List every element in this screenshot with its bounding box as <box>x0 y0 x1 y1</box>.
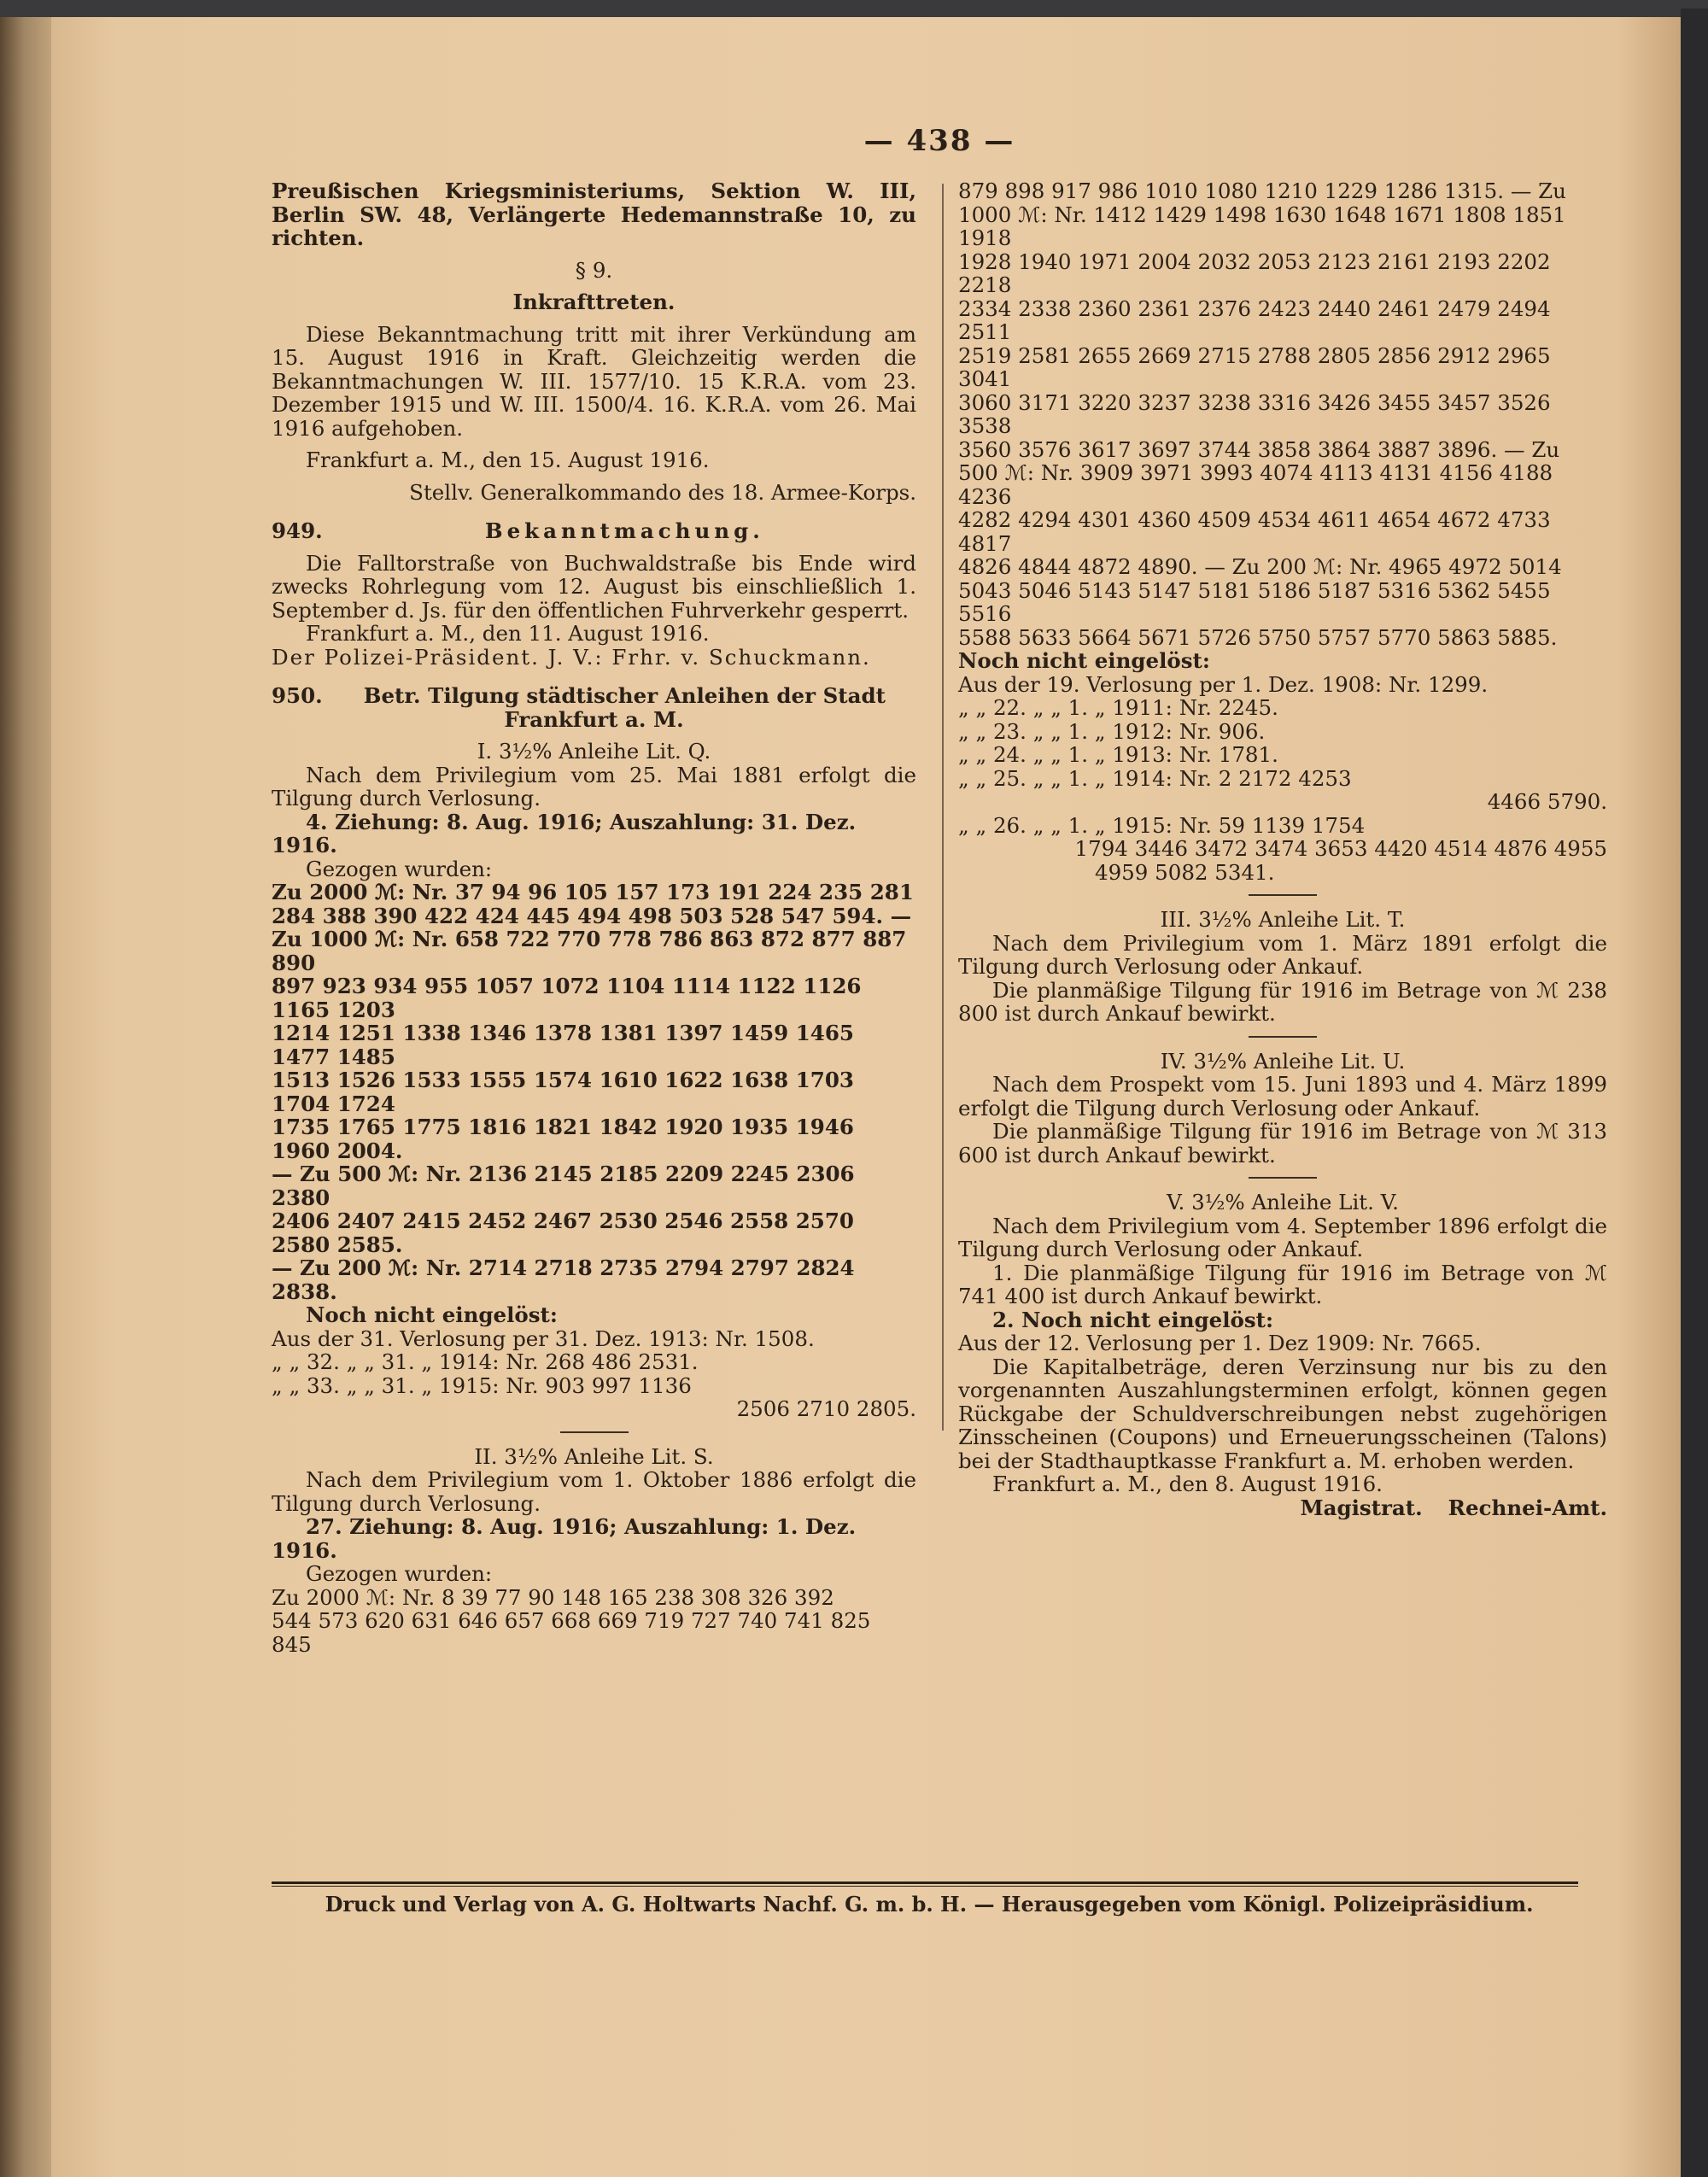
signature-rechnei-amt: Rechnei-Amt. <box>1448 1495 1607 1520</box>
section-i-number-line: Zu 1000 ℳ: Nr. 658 722 770 778 786 863 872 877 887 890 <box>272 927 907 975</box>
footer-imprint: Druck und Verlag von A. G. Holtwarts Nachf. G. m. b. H. — Herausgegeben vom Königl. Polizeipräsidium. <box>325 1892 1534 1917</box>
section-i-drawn-label: Gezogen wurden: <box>306 856 493 881</box>
signature-magistrat: Magistrat. <box>1300 1495 1423 1520</box>
notice-949-header <box>272 519 916 543</box>
closing-place-date: Frankfurt a. M., den 8. August 1916. <box>992 1472 1383 1496</box>
section-ii-text: Nach dem Privilegium vom 1. Oktober 1886 erfolgt die Tilgung durch Verlosung. <box>272 1467 916 1516</box>
section-ii-cont-line: 2334 2338 2360 2361 2376 2423 2440 2461 2479 2494 2511 <box>958 296 1551 344</box>
section-i-number-line: 1735 1765 1775 1816 1821 1842 1920 1935 1946 1960 2004. <box>272 1115 854 1163</box>
section-iv-text-2: Die planmäßige Tilgung für 1916 im Betrage von ℳ 313 600 ist durch Ankauf bewirkt. <box>958 1119 1607 1168</box>
footer-rule <box>272 1881 1578 1884</box>
section-iii-text-2: Die planmäßige Tilgung für 1916 im Betrage von ℳ 238 800 ist durch Ankauf bewirkt. <box>958 977 1607 1026</box>
section-ii-cont-line: 3060 3171 3220 3237 3238 3316 3426 3455 3457 3526 3538 <box>958 389 1551 438</box>
section-iv-title: IV. 3½% Anleihe Lit. U. <box>1160 1048 1406 1074</box>
section-ii-unredeemed-label: Noch nicht eingelöst: <box>958 648 1210 673</box>
section-i-number-line: 1513 1526 1533 1555 1574 1610 1622 1638 1703 1704 1724 <box>272 1068 854 1116</box>
section-ii-draw: 27. Ziehung: 8. Aug. 1916; Auszahlung: 1. Dez. 1916. <box>272 1514 857 1563</box>
section-9-place-date: Frankfurt a. M., den 15. August 1916. <box>306 448 710 472</box>
section-rule <box>1249 1036 1317 1038</box>
section-i-number-line: 1214 1251 1338 1346 1378 1381 1397 1459 1465 1477 1485 <box>272 1021 854 1069</box>
section-iii-title: III. 3½% Anleihe Lit. T. <box>1160 907 1406 932</box>
section-i-number-line: — Zu 500 ℳ: Nr. 2136 2145 2185 2209 2245 2306 2380 <box>272 1162 855 1210</box>
left-column <box>272 179 916 1656</box>
section-ii-cont-line: 500 ℳ: Nr. 3909 3971 3993 4074 4113 4131 4156 4188 4236 <box>958 460 1553 509</box>
section-i-number-line: Zu 2000 ℳ: Nr. 37 94 96 105 157 173 191 224 235 281 <box>272 880 914 904</box>
section-i-number-line: — Zu 200 ℳ: Nr. 2714 2718 2735 2794 2797 2824 2838. <box>272 1255 855 1304</box>
notice-949-title: Bekanntmachung. <box>484 518 764 543</box>
notice-950-title: Betr. Tilgung städtischer Anleihen der Stadt <box>363 683 886 708</box>
footer-rule-thin <box>272 1886 1578 1887</box>
section-i-number-line: 284 388 390 422 424 445 494 498 503 528 547 594. — <box>272 903 912 928</box>
section-v-unredeemed-row: Aus der 12. Verlosung per 1. Dez 1909: Nr. 7665. <box>958 1331 1482 1355</box>
section-v-text-3: Die Kapitalbeträge, deren Verzinsung nur bis zu den vorgenannten Auszahlungsterminen erfolgt, können gegen Rückgabe der Schuldverschreibungen nebst zugehörigen Zinsscheinen (Coupons) und Erneuerungsscheinen (Talons) bei der Stadthauptkasse Frankfurt a. M. erhoben werden. <box>958 1354 1607 1473</box>
notice-949-place-date: Frankfurt a. M., den 11. August 1916. <box>306 621 710 646</box>
section-ii-cont-line: 2519 2581 2655 2669 2715 2788 2805 2856 2912 2965 3041 <box>958 342 1551 391</box>
section-rule <box>560 1431 629 1433</box>
section-ii-unredeemed-row-cont: 4466 5790. <box>1487 789 1607 814</box>
section-ii-drawn-label: Gezogen wurden: <box>306 1561 493 1586</box>
section-ii-cont-line: 3560 3576 3617 3697 3744 3858 3864 3887 3896. — Zu <box>958 436 1560 462</box>
section-ii-number-line: 544 573 620 631 646 657 668 669 719 727 740 741 825 845 <box>272 1608 871 1657</box>
section-i-text: Nach dem Privilegium vom 25. Mai 1881 erfolgt die Tilgung durch Verlosung. <box>272 762 916 811</box>
section-i-title: I. 3½% Anleihe Lit. Q. <box>477 739 711 764</box>
section-ii-unredeemed-row: „ „ 25. „ „ 1. „ 1914: Nr. 2 2172 4253 <box>958 765 1352 791</box>
section-iii-text: Nach dem Privilegium vom 1. März 1891 erfolgt die Tilgung durch Verlosung oder Ankauf. <box>958 930 1607 979</box>
section-i-unredeemed-row-cont: 2506 2710 2805. <box>736 1396 916 1421</box>
section-ii-cont-line: 5588 5633 5664 5671 5726 5750 5757 5770 5863 5885. <box>958 624 1558 650</box>
section-ii-unredeemed-row-cont: 4959 5082 5341. <box>1095 859 1275 885</box>
notice-950-title-2: Frankfurt a. M. <box>504 706 684 732</box>
section-i-draw: 4. Ziehung: 8. Aug. 1916; Auszahlung: 31. Dez. 1916. <box>272 809 857 857</box>
notice-950-header <box>272 684 916 708</box>
section-ii-cont-line: 4282 4294 4301 4360 4509 4534 4611 4654 4672 4733 4817 <box>958 507 1551 556</box>
section-ii-number-line: Zu 2000 ℳ: Nr. 8 39 77 90 148 165 238 308 326 392 <box>272 1584 834 1610</box>
notice-950-number: 950. <box>272 683 323 708</box>
section-9-text: Diese Bekanntmachung tritt mit ihrer Verkündung am 15. August 1916 in Kraft. Gleichzeitig werden die Bekanntmachungen W. III. 1577/10. 15 K.R.A. vom 23. Dezember 1915 und W. III. 1500/4. 16. K.R.A. vom 26. Mai 1916 aufgehoben. <box>272 321 916 441</box>
section-9-heading: § 9. <box>575 257 613 283</box>
section-ii-cont-line: 4826 4844 4872 4890. — Zu 200 ℳ: Nr. 4965 4972 5014 <box>958 554 1562 579</box>
section-rule <box>1249 894 1317 896</box>
section-ii-unredeemed-row: „ „ 26. „ „ 1. „ 1915: Nr. 59 1139 1754 <box>958 812 1366 838</box>
notice-949-signature: Der Polizei-Präsident. J. V.: Frhr. v. Schuckmann. <box>272 644 871 670</box>
notice-949-text: Die Falltorstraße von Buchwaldstraße bis Ende wird zwecks Rohrlegung vom 12. August bis einschließlich 1. September d. Js. für den öffentlichen Fuhrverkehr gesperrt. <box>272 550 916 623</box>
section-v-text: Nach dem Privilegium vom 4. September 1896 erfolgt die Tilgung durch Verlosung oder Ankauf. <box>958 1213 1607 1261</box>
section-ii-unredeemed-row-cont: 1794 3446 3472 3474 3653 4420 4514 4876 4955 <box>1074 836 1607 861</box>
page-number: — 438 — <box>863 124 1015 158</box>
scan-edge <box>1681 9 1708 2177</box>
section-ii-unredeemed-row: „ „ 24. „ „ 1. „ 1913: Nr. 1781. <box>958 742 1278 767</box>
notice-949-number: 949. <box>272 518 323 543</box>
section-ii-cont-line: 1928 1940 1971 2004 2032 2053 2123 2161 2193 2202 2218 <box>958 249 1551 297</box>
section-ii-title: II. 3½% Anleihe Lit. S. <box>474 1443 714 1469</box>
section-ii-cont-line: 1000 ℳ: Nr. 1412 1429 1498 1630 1648 1671 1808 1851 1918 <box>958 202 1566 250</box>
section-i-unredeemed-row: Aus der 31. Verlosung per 31. Dez. 1913: Nr. 1508. <box>272 1326 815 1351</box>
section-i-unredeemed-row: „ „ 32. „ „ 31. „ 1914: Nr. 268 486 2531. <box>272 1349 699 1374</box>
section-iv-text: Nach dem Prospekt vom 15. Juni 1893 und 4. März 1899 erfolgt die Tilgung durch Verlosung oder Ankauf. <box>958 1072 1607 1121</box>
section-v-unredeemed-label: 2. Noch nicht eingelöst: <box>992 1307 1274 1332</box>
section-rule <box>1249 1177 1317 1179</box>
section-ii-cont-line: 879 898 917 986 1010 1080 1210 1229 1286 1315. — Zu <box>958 178 1566 203</box>
closing-signature <box>958 1496 1607 1520</box>
section-9-title: Inkrafttreten. <box>512 290 676 314</box>
section-v-text-2: 1. Die planmäßige Tilgung für 1916 im Betrage von ℳ 741 400 ist durch Ankauf bewirkt. <box>958 1260 1607 1308</box>
section-i-number-line: 2406 2407 2415 2452 2467 2530 2546 2558 2570 2580 2585. <box>272 1208 854 1257</box>
column-divider <box>942 184 944 1431</box>
intro-text: Preußischen Kriegsministeriums, Sektion W. III, Berlin SW. 48, Verlängerte Hedemannstraße 10, zu richten. <box>272 178 916 250</box>
section-ii-unredeemed-row: „ „ 22. „ „ 1. „ 1911: Nr. 2245. <box>958 695 1278 720</box>
section-ii-unredeemed-row: Aus der 19. Verlosung per 1. Dez. 1908: Nr. 1299. <box>958 671 1489 697</box>
section-i-number-line: 897 923 934 955 1057 1072 1104 1114 1122 1126 1165 1203 <box>272 974 862 1022</box>
section-ii-cont-line: 5043 5046 5143 5147 5181 5186 5187 5316 5362 5455 5516 <box>958 577 1551 626</box>
section-i-unredeemed-label: Noch nicht eingelöst: <box>306 1302 558 1327</box>
section-v-title: V. 3½% Anleihe Lit. V. <box>1167 1190 1399 1214</box>
section-ii-unredeemed-row: „ „ 23. „ „ 1. „ 1912: Nr. 906. <box>958 718 1266 744</box>
section-9-signature: Stellv. Generalkommando des 18. Armee-Korps. <box>409 479 916 505</box>
section-i-unredeemed-row: „ „ 33. „ „ 31. „ 1915: Nr. 903 997 1136 <box>272 1372 692 1398</box>
right-column <box>958 179 1607 1519</box>
